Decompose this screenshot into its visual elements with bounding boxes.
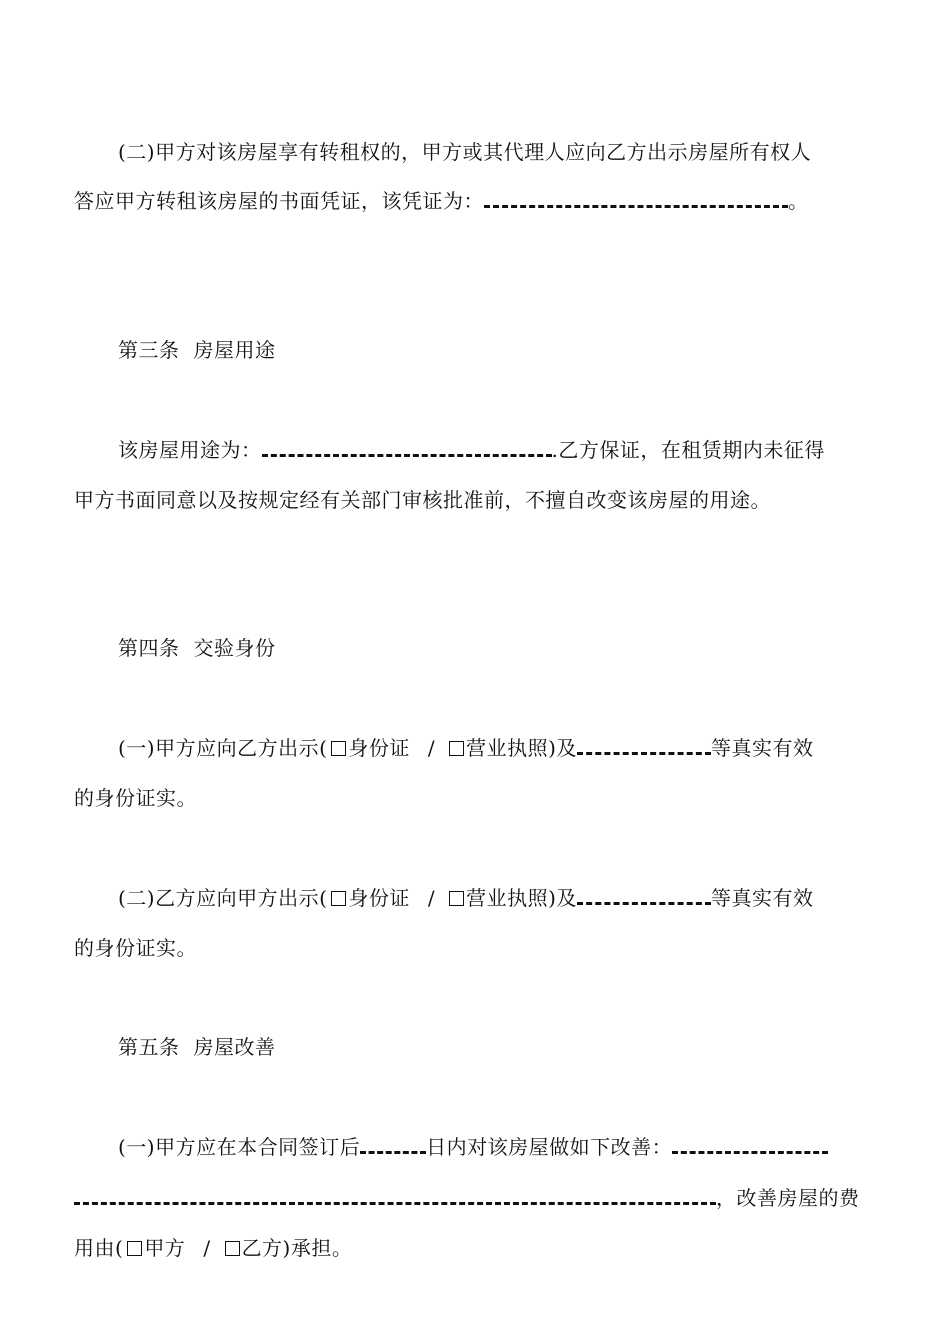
clause2-sub2-end: 。 xyxy=(788,189,809,213)
clause4-sub2-line2 xyxy=(74,933,197,963)
clause2-sub2-line1 xyxy=(118,137,811,167)
usage-blank[interactable] xyxy=(262,438,552,457)
clause5-sub1-line1 xyxy=(118,1132,828,1162)
clause3-text1: 该房屋用途为： xyxy=(118,438,262,462)
clause5-heading xyxy=(118,1032,276,1062)
id-card-label: 身份证 xyxy=(348,736,410,760)
clause4-sub1-text-end: 的身份证实。 xyxy=(74,786,197,810)
improvement-blank-1[interactable] xyxy=(672,1135,828,1154)
clause5-number: 第五条 xyxy=(118,1035,180,1059)
option-separator: / xyxy=(203,1236,211,1260)
business-license-checkbox[interactable] xyxy=(449,741,464,756)
clause2-sub2-line2 xyxy=(74,186,809,216)
party-b-checkbox[interactable] xyxy=(225,1241,240,1256)
clause4-sub2-line1 xyxy=(118,883,813,913)
party-b-label: 乙方)承担。 xyxy=(241,1236,353,1260)
other-id-blank[interactable] xyxy=(577,736,711,755)
clause5-sub1-text-a: (一)甲方应在本合同签订后 xyxy=(118,1135,361,1159)
party-a-label: 甲方 xyxy=(144,1236,186,1260)
clause4-title: 交验身份 xyxy=(193,636,276,660)
clause4-heading xyxy=(118,633,276,663)
id-card-checkbox[interactable] xyxy=(331,891,346,906)
certificate-blank[interactable] xyxy=(484,189,788,208)
clause4-sub2-text-a: (二)乙方应向甲方出示( xyxy=(118,886,328,910)
clause3-title: 房屋用途 xyxy=(193,338,276,362)
clause4-sub1-text-d: 等真实有效 xyxy=(710,736,814,760)
clause3-para-line1 xyxy=(118,435,825,465)
improvement-blank-2[interactable] xyxy=(74,1186,716,1205)
clause4-sub1-line2 xyxy=(74,783,197,813)
option-separator: / xyxy=(427,736,436,760)
clause3-number: 第三条 xyxy=(118,338,180,362)
clause3-heading xyxy=(118,335,276,365)
other-id-blank[interactable] xyxy=(577,886,711,905)
clause4-sub1-text-a: (一)甲方应向乙方出示( xyxy=(118,736,328,760)
option-separator: / xyxy=(427,886,436,910)
clause3-text3: 甲方书面同意以及按规定经有关部门审核批准前，不擅自改变该房屋的用途。 xyxy=(74,488,771,512)
clause4-sub2-text-d: 等真实有效 xyxy=(710,886,814,910)
clause4-number: 第四条 xyxy=(118,636,180,660)
business-license-label: 营业执照)及 xyxy=(466,886,577,910)
clause3-para-line2 xyxy=(74,485,771,515)
clause2-sub2-text1: (二)甲方对该房屋享有转租权的，甲方或其代理人应向乙方出示房屋所有权人 xyxy=(118,140,812,164)
clause5-sub1-text-d: 用由( xyxy=(74,1236,124,1260)
id-card-checkbox[interactable] xyxy=(331,741,346,756)
id-card-label: 身份证 xyxy=(348,886,410,910)
clause5-sub1-text-b: 日内对该房屋做如下改善： xyxy=(426,1135,673,1159)
clause5-sub1-line2 xyxy=(74,1183,860,1213)
clause5-sub1-text-c: ，改善房屋的费 xyxy=(716,1186,860,1210)
business-license-checkbox[interactable] xyxy=(449,891,464,906)
days-blank[interactable] xyxy=(360,1135,426,1154)
clause5-title: 房屋改善 xyxy=(193,1035,276,1059)
clause2-sub2-text2: 答应甲方转租该房屋的书面凭证，该凭证为： xyxy=(74,189,484,213)
clause5-sub1-line3 xyxy=(74,1233,352,1263)
business-license-label: 营业执照)及 xyxy=(466,736,577,760)
clause3-text2: .乙方保证，在租赁期内未征得 xyxy=(551,438,825,462)
clause4-sub1-line1 xyxy=(118,733,813,763)
clause4-sub2-text-end: 的身份证实。 xyxy=(74,936,197,960)
party-a-checkbox[interactable] xyxy=(127,1241,142,1256)
